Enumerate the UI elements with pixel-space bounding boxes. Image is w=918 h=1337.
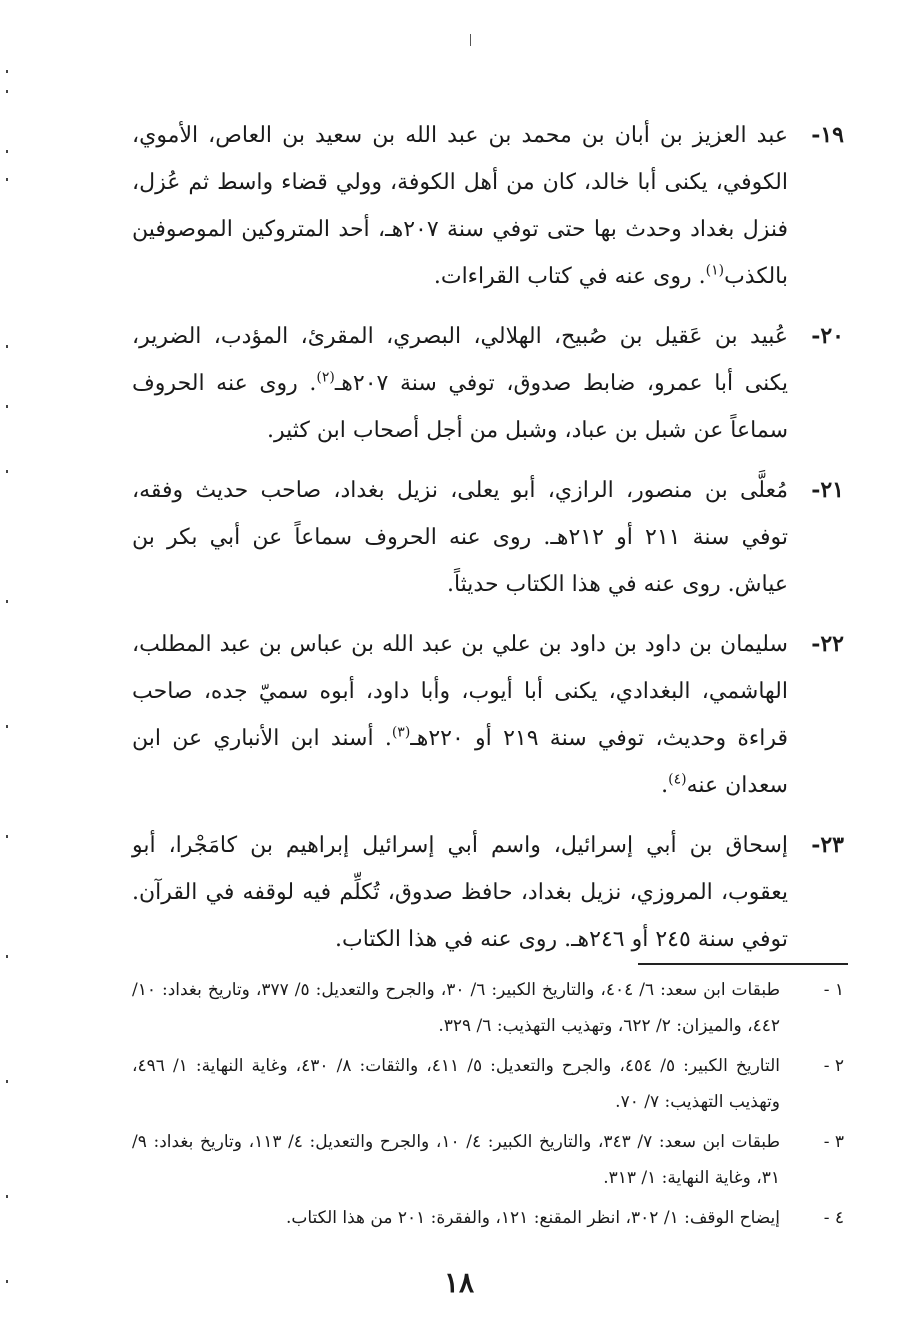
entry-text: عبد العزيز بن أبان بن محمد بن عبد الله بن سعيد بن العاص، الأموي، الكوفي، يكنى أبا خالد، كان من أهل الكوفة، وولي قضاء واسط ثم عُزل، فنزل بغداد وحدث بها حتى توفي سنة ٢٠٧هـ، أحد المتروكين الموصوفين بالكذب$^{(١)}$. روى عنه في كتاب القراءات. [132, 123, 788, 289]
footnote-ref: (٣) [391, 724, 411, 741]
entry-20 [132, 313, 844, 454]
entry-text: إسحاق بن أبي إسرائيل، واسم أبي إسرائيل إبراهيم بن كامَجْرا، أبو يعقوب، المروزي، نزيل بغداد، حافظ صدوق، تُكلِّم فيه لوقفه في القرآن. توفي سنة ٢٤٥ أو ٢٤٦هـ. روى عنه في هذا الكتاب. [132, 833, 788, 952]
entry-22 [132, 621, 844, 809]
entry-number: ٢٠- [811, 323, 844, 349]
entry-23 [132, 822, 844, 963]
footnote-ref: (٤) [668, 771, 687, 788]
footnote-number: ١ - [823, 980, 844, 1000]
entry-text: سليمان بن داود بن داود بن علي بن عبد الله بن عباس بن عبد المطلب، الهاشمي، البغدادي، يكنى أبا أيوب، وأبا داود، أبوه سميّ جده، صاحب قراءة وحديث، توفي سنة ٢١٩ أو ٢٢٠هـ$^{(٣)}$. أسند ابن الأنباري عن ابن سعدان عنه$^{(٤)}$. [132, 632, 788, 798]
footnote-text: إيضاح الوقف: ١/ ٣٠٢، انظر المقنع: ١٢١، والفقرة: ٢٠١ من هذا الكتاب. [285, 1208, 780, 1228]
footnote-ref: (١) [705, 262, 725, 279]
biography-entries [132, 112, 844, 976]
page-number: ١٨ [443, 1266, 475, 1299]
entry-text: عُبيد بن عَقيل بن صُبيح، الهلالي، البصري، المقرئ، المؤدب، الضرير، يكنى أبا عمرو، ضابط صدوق، توفي سنة ٢٠٧هـ$^{(٢)}$. روى عنه الحروف سماعاً عن شبل بن عباد، وشبل من أجل أصحاب ابن كثير. [132, 324, 789, 443]
footnote-1 [132, 972, 844, 1044]
footnote-ref: (٢) [316, 369, 335, 386]
entry-number: ٢٣- [811, 832, 844, 858]
footnote-separator [638, 963, 848, 965]
footnote-4 [132, 1200, 844, 1236]
entry-number: ١٩- [811, 122, 844, 148]
entry-number: ٢٢- [811, 631, 844, 657]
scan-edge-marks [6, 0, 14, 1337]
footnote-3 [132, 1124, 844, 1196]
footnote-number: ٢ - [823, 1056, 844, 1076]
footnote-text: طبقات ابن سعد: ٧/ ٣٤٣، والتاريخ الكبير: ٤/ ١٠، والجرح والتعديل: ٤/ ١١٣، وتاريخ بغداد: ٩/ ٣١، وغاية النهاية: ١/ ٣١٣. [132, 1132, 780, 1188]
entry-19 [132, 112, 844, 300]
footnote-2 [132, 1048, 844, 1120]
footnote-number: ٤ - [823, 1208, 844, 1228]
entry-21 [132, 467, 844, 608]
footnotes [132, 972, 844, 1240]
footnote-text: طبقات ابن سعد: ٦/ ٤٠٤، والتاريخ الكبير: ٦/ ٣٠، والجرح والتعديل: ٥/ ٣٧٧، وتاريخ بغداد: ١٠/ ٤٤٢، والميزان: ٢/ ٦٢٢، وتهذيب التهذيب: ٦/ ٣٢٩. [132, 980, 780, 1036]
footnote-text: التاريخ الكبير: ٥/ ٤٥٤، والجرح والتعديل: ٥/ ٤١١، والثقات: ٨/ ٤٣٠، وغاية النهاية: ١/ ٤٩٦، وتهذيب التهذيب: ٧/ ٧٠. [132, 1056, 780, 1112]
entry-text: مُعلَّى بن منصور، الرازي، أبو يعلى، نزيل بغداد، صاحب حديث وفقه، توفي سنة ٢١١ أو ٢١٢هـ. روى عنه الحروف سماعاً عن أبي بكر بن عياش. روى عنه في هذا الكتاب حديثاً. [132, 478, 789, 597]
entry-number: ٢١- [811, 477, 844, 503]
footnote-number: ٣ - [823, 1132, 844, 1152]
scan-mark-top [470, 34, 471, 46]
